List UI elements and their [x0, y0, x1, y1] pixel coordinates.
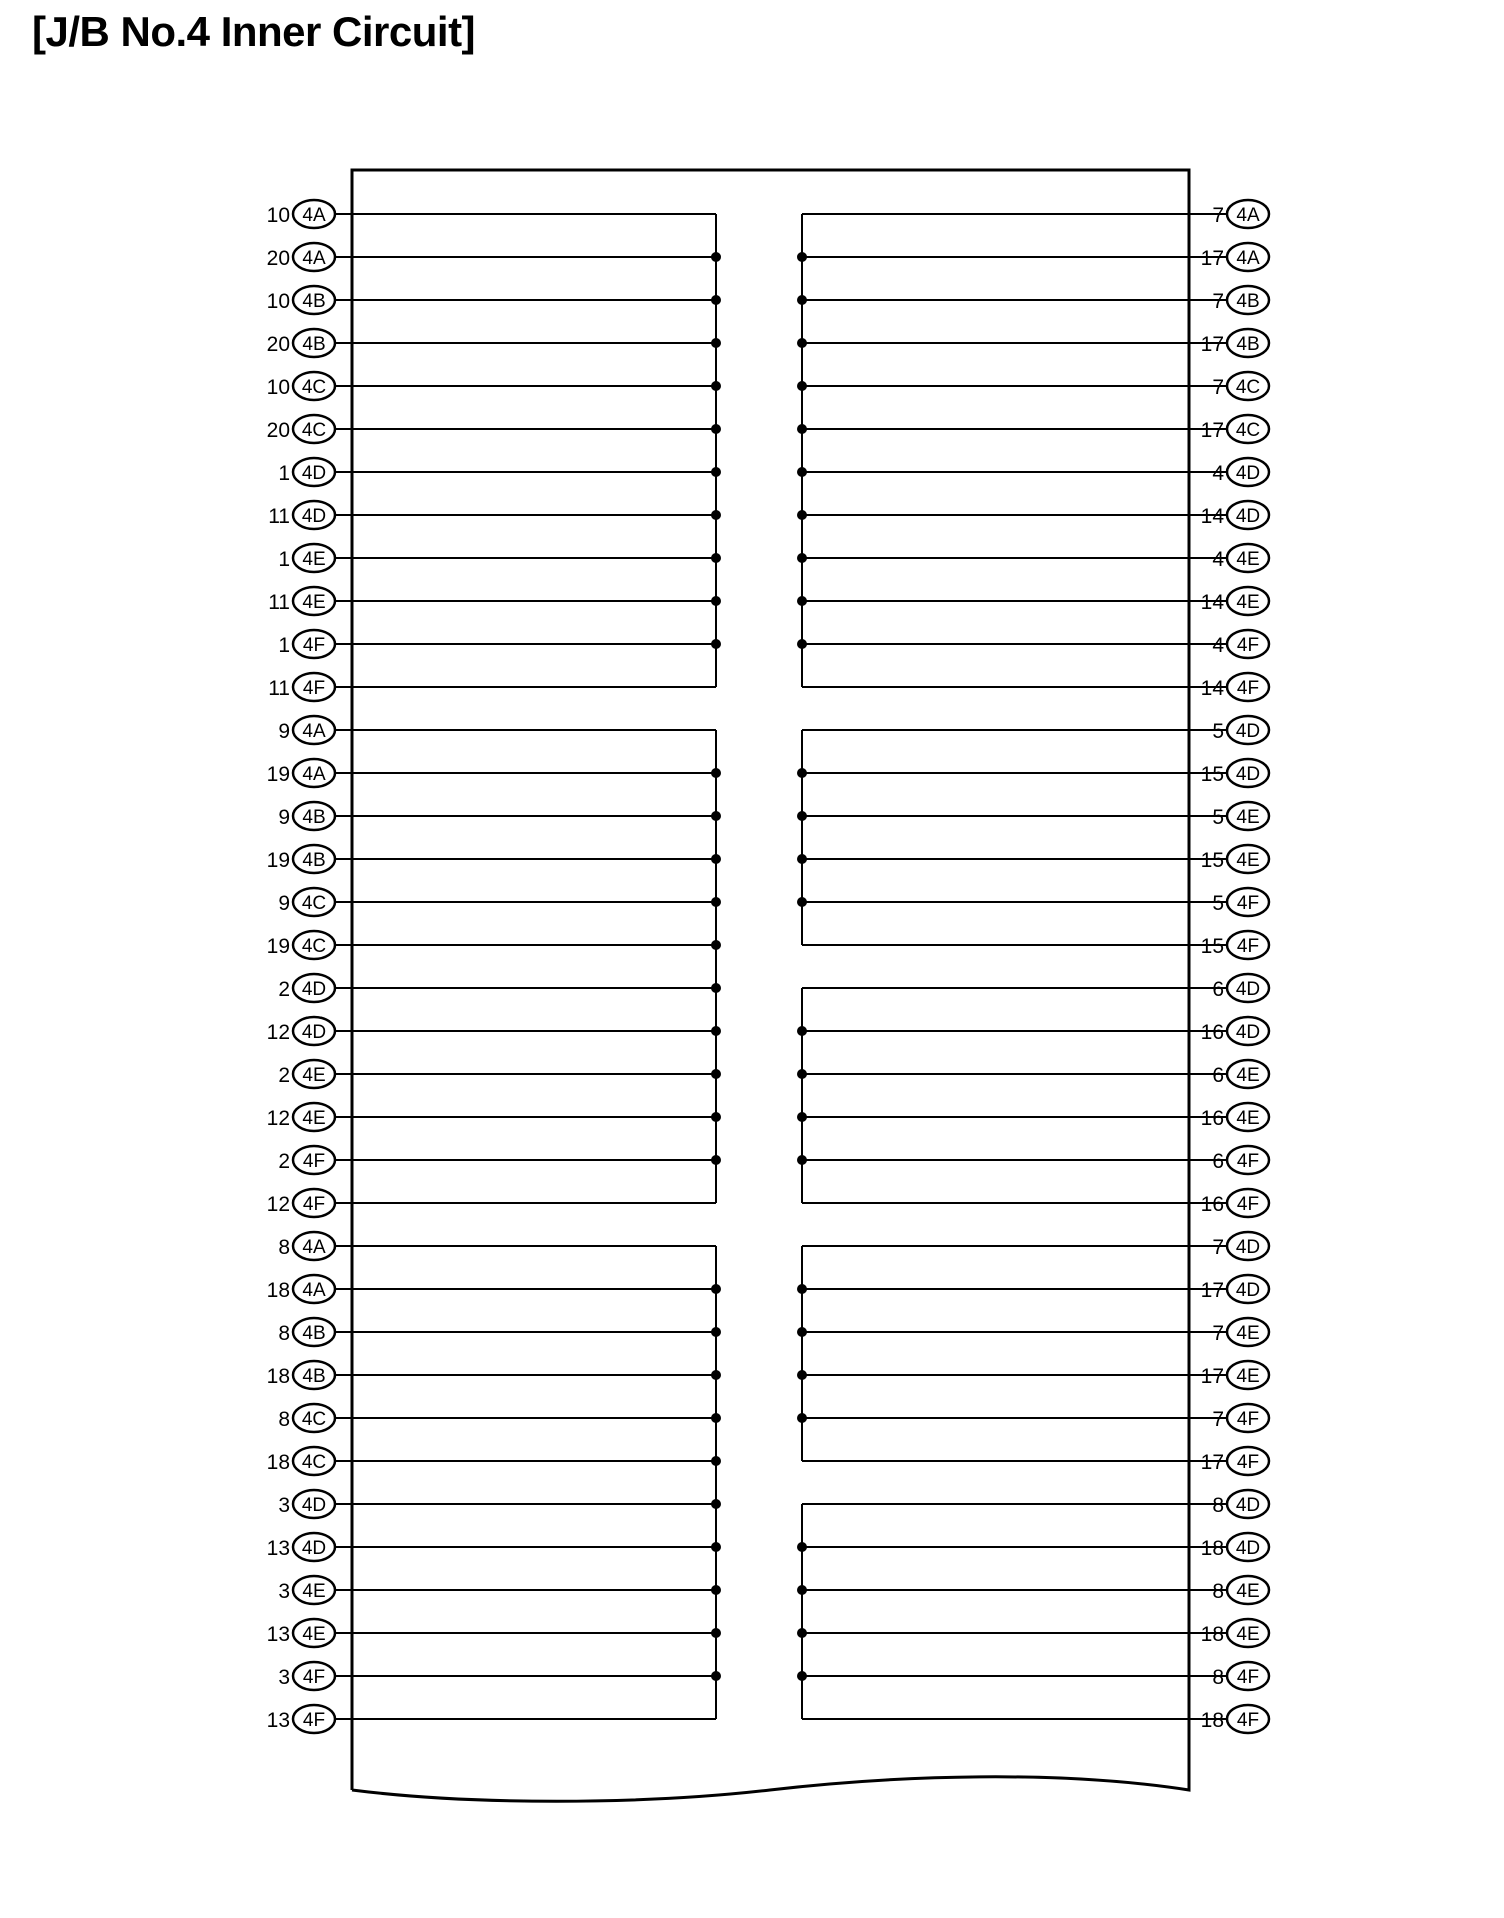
connector-label: 4F	[302, 635, 326, 656]
right-junction-dot	[797, 639, 807, 649]
connector-label: 4D	[301, 979, 327, 1000]
pin-number: 18	[266, 1365, 290, 1388]
pin-number: 4	[1212, 462, 1224, 485]
left-junction-dot	[711, 1628, 721, 1638]
connector-label: 4E	[302, 1624, 326, 1645]
connector-label: 4C	[301, 1409, 327, 1430]
connector-label: 4D	[1235, 506, 1261, 527]
connector-label: 4B	[302, 1323, 326, 1344]
left-junction-dot	[711, 1327, 721, 1337]
connector-label: 4F	[1236, 1409, 1260, 1430]
pin-number: 11	[268, 677, 290, 700]
right-junction-dot	[797, 510, 807, 520]
connector-label: 4A	[302, 1280, 326, 1301]
connector-label: 4A	[302, 248, 326, 269]
left-junction-dot	[711, 811, 721, 821]
connector-label: 4C	[301, 936, 327, 957]
connector-label: 4D	[1235, 1538, 1261, 1559]
pin-number: 14	[1200, 677, 1224, 700]
pin-number: 11	[268, 505, 290, 528]
connector-label: 4B	[302, 1366, 326, 1387]
right-junction-dot	[797, 424, 807, 434]
pin-number: 19	[266, 935, 290, 958]
left-junction-dot	[711, 1069, 721, 1079]
pin-number: 3	[278, 1666, 290, 1689]
connector-label: 4F	[1236, 1667, 1260, 1688]
connector-label: 4A	[1236, 205, 1260, 226]
pin-number: 2	[278, 1064, 290, 1087]
right-junction-dot	[797, 338, 807, 348]
connector-label: 4E	[302, 592, 326, 613]
pin-number: 6	[1212, 1064, 1224, 1087]
connector-label: 4D	[1235, 764, 1261, 785]
pin-number: 2	[278, 1150, 290, 1173]
left-junction-dot	[711, 295, 721, 305]
connector-label: 4F	[302, 1710, 326, 1731]
connector-label: 4E	[1236, 1065, 1260, 1086]
pin-number: 7	[1212, 1236, 1224, 1259]
left-junction-dot	[711, 1671, 721, 1681]
connector-label: 4B	[1236, 291, 1260, 312]
connector-label: 4A	[302, 764, 326, 785]
right-junction-dot	[797, 1628, 807, 1638]
connector-label: 4D	[301, 1538, 327, 1559]
pin-number: 2	[278, 978, 290, 1001]
pin-number: 14	[1200, 505, 1224, 528]
pin-number: 9	[278, 806, 290, 829]
left-junction-dot	[711, 1284, 721, 1294]
pin-number: 15	[1200, 849, 1224, 872]
left-junction-dot	[711, 1499, 721, 1509]
right-junction-dot	[797, 381, 807, 391]
connector-label: 4D	[301, 1495, 327, 1516]
connector-label: 4D	[1235, 979, 1261, 1000]
left-junction-dot	[711, 553, 721, 563]
connector-label: 4C	[301, 1452, 327, 1473]
pin-number: 9	[278, 720, 290, 743]
pin-number: 12	[266, 1021, 290, 1044]
pin-number: 8	[278, 1322, 290, 1345]
connector-label: 4C	[1235, 420, 1261, 441]
right-junction-dot	[797, 1413, 807, 1423]
connector-label: 4D	[1235, 463, 1261, 484]
left-junction-dot	[711, 1585, 721, 1595]
right-junction-dot	[797, 768, 807, 778]
connector-label: 4D	[1235, 1495, 1261, 1516]
connector-label: 4D	[1235, 721, 1261, 742]
right-junction-dot	[797, 1069, 807, 1079]
connector-label: 4C	[1235, 377, 1261, 398]
pin-number: 19	[266, 849, 290, 872]
connector-label: 4F	[302, 678, 326, 699]
pin-number: 16	[1200, 1193, 1224, 1216]
left-junction-dot	[711, 897, 721, 907]
right-junction-dot	[797, 854, 807, 864]
pin-number: 16	[1200, 1107, 1224, 1130]
pin-number: 18	[266, 1279, 290, 1302]
left-junction-dot	[711, 510, 721, 520]
pin-number: 5	[1212, 806, 1224, 829]
left-junction-dot	[711, 1155, 721, 1165]
pin-number: 18	[1200, 1623, 1224, 1646]
right-junction-dot	[797, 1671, 807, 1681]
connector-label: 4F	[1236, 936, 1260, 957]
right-junction-dot	[797, 295, 807, 305]
right-junction-dot	[797, 467, 807, 477]
connector-label: 4A	[302, 205, 326, 226]
junction-box-outline	[352, 170, 1189, 1801]
right-junction-dot	[797, 1026, 807, 1036]
left-junction-dot	[711, 1542, 721, 1552]
pin-number: 17	[1200, 333, 1224, 356]
left-junction-dot	[711, 983, 721, 993]
pin-number: 8	[278, 1408, 290, 1431]
left-junction-dot	[711, 381, 721, 391]
pin-number: 8	[1212, 1494, 1224, 1517]
right-junction-dot	[797, 1542, 807, 1552]
left-junction-dot	[711, 1026, 721, 1036]
connector-label: 4D	[301, 506, 327, 527]
pin-number: 4	[1212, 548, 1224, 571]
pin-number: 12	[266, 1193, 290, 1216]
right-junction-dot	[797, 252, 807, 262]
pin-number: 10	[266, 204, 290, 227]
pin-number: 18	[1200, 1709, 1224, 1732]
pin-number: 6	[1212, 978, 1224, 1001]
pin-number: 15	[1200, 763, 1224, 786]
connector-label: 4B	[302, 291, 326, 312]
left-junction-dot	[711, 1370, 721, 1380]
right-junction-dot	[797, 596, 807, 606]
pin-number: 18	[1200, 1537, 1224, 1560]
connector-label: 4E	[302, 549, 326, 570]
diagram-title: [J/B No.4 Inner Circuit]	[32, 8, 476, 55]
left-junction-dot	[711, 252, 721, 262]
connector-label: 4E	[1236, 850, 1260, 871]
right-junction-dot	[797, 1284, 807, 1294]
pin-number: 7	[1212, 376, 1224, 399]
connector-label: 4F	[302, 1194, 326, 1215]
left-junction-dot	[711, 639, 721, 649]
connector-label: 4F	[302, 1151, 326, 1172]
left-junction-dot	[711, 1112, 721, 1122]
left-junction-dot	[711, 768, 721, 778]
pin-number: 8	[1212, 1666, 1224, 1689]
left-junction-dot	[711, 1456, 721, 1466]
left-junction-dot	[711, 424, 721, 434]
connector-label: 4E	[1236, 1108, 1260, 1129]
right-junction-dot	[797, 897, 807, 907]
connector-label: 4A	[1236, 248, 1260, 269]
pin-number: 5	[1212, 720, 1224, 743]
pin-number: 13	[266, 1623, 290, 1646]
right-junction-dot	[797, 811, 807, 821]
right-junction-dot	[797, 1155, 807, 1165]
connector-label: 4E	[1236, 1624, 1260, 1645]
pin-number: 20	[266, 247, 290, 270]
pin-number: 7	[1212, 204, 1224, 227]
right-junction-dot	[797, 1370, 807, 1380]
connector-label: 4E	[1236, 592, 1260, 613]
pin-number: 7	[1212, 1322, 1224, 1345]
pin-number: 17	[1200, 247, 1224, 270]
pin-number: 5	[1212, 892, 1224, 915]
connector-label: 4F	[1236, 635, 1260, 656]
pin-number: 11	[268, 591, 290, 614]
pin-number: 3	[278, 1494, 290, 1517]
connector-label: 4A	[302, 721, 326, 742]
pin-number: 8	[1212, 1580, 1224, 1603]
left-junction-dot	[711, 854, 721, 864]
pin-number: 17	[1200, 1365, 1224, 1388]
pin-number: 15	[1200, 935, 1224, 958]
left-junction-dot	[711, 338, 721, 348]
pin-number: 3	[278, 1580, 290, 1603]
right-junction-dot	[797, 1112, 807, 1122]
pin-number: 10	[266, 376, 290, 399]
connector-label: 4F	[1236, 1151, 1260, 1172]
connector-label: 4E	[302, 1065, 326, 1086]
pin-number: 1	[278, 548, 290, 571]
pin-number: 4	[1212, 634, 1224, 657]
connector-label: 4E	[1236, 549, 1260, 570]
pin-number: 20	[266, 333, 290, 356]
pin-number: 6	[1212, 1150, 1224, 1173]
connector-label: 4F	[1236, 1452, 1260, 1473]
pin-number: 19	[266, 763, 290, 786]
connector-label: 4E	[1236, 1323, 1260, 1344]
connector-label: 4C	[301, 377, 327, 398]
pin-number: 7	[1212, 1408, 1224, 1431]
connector-label: 4F	[1236, 1710, 1260, 1731]
connector-label: 4E	[1236, 1366, 1260, 1387]
connector-label: 4D	[301, 1022, 327, 1043]
connector-label: 4E	[302, 1581, 326, 1602]
connector-label: 4E	[1236, 807, 1260, 828]
connector-label: 4E	[302, 1108, 326, 1129]
connector-label: 4E	[1236, 1581, 1260, 1602]
pin-number: 17	[1200, 1279, 1224, 1302]
right-junction-dot	[797, 553, 807, 563]
connector-label: 4A	[302, 1237, 326, 1258]
connector-label: 4F	[1236, 893, 1260, 914]
connector-label: 4D	[301, 463, 327, 484]
pin-number: 17	[1200, 419, 1224, 442]
connector-label: 4F	[1236, 1194, 1260, 1215]
pin-number: 13	[266, 1537, 290, 1560]
connector-label: 4C	[301, 893, 327, 914]
pin-number: 18	[266, 1451, 290, 1474]
pin-number: 7	[1212, 290, 1224, 313]
pin-number: 13	[266, 1709, 290, 1732]
connector-label: 4C	[301, 420, 327, 441]
pin-number: 17	[1200, 1451, 1224, 1474]
connector-label: 4B	[1236, 334, 1260, 355]
pin-number: 16	[1200, 1021, 1224, 1044]
connector-label: 4D	[1235, 1237, 1261, 1258]
pin-number: 12	[266, 1107, 290, 1130]
left-junction-dot	[711, 467, 721, 477]
connector-label: 4D	[1235, 1022, 1261, 1043]
right-junction-dot	[797, 1327, 807, 1337]
left-junction-dot	[711, 1413, 721, 1423]
pin-number: 1	[278, 634, 290, 657]
right-junction-dot	[797, 1585, 807, 1595]
pin-number: 8	[278, 1236, 290, 1259]
connector-label: 4D	[1235, 1280, 1261, 1301]
connector-label: 4B	[302, 807, 326, 828]
pin-number: 14	[1200, 591, 1224, 614]
connector-label: 4F	[1236, 678, 1260, 699]
connector-label: 4B	[302, 850, 326, 871]
left-junction-dot	[711, 596, 721, 606]
pin-number: 10	[266, 290, 290, 313]
connector-label: 4F	[302, 1667, 326, 1688]
pin-number: 1	[278, 462, 290, 485]
pin-number: 9	[278, 892, 290, 915]
left-junction-dot	[711, 940, 721, 950]
connector-label: 4B	[302, 334, 326, 355]
pin-number: 20	[266, 419, 290, 442]
